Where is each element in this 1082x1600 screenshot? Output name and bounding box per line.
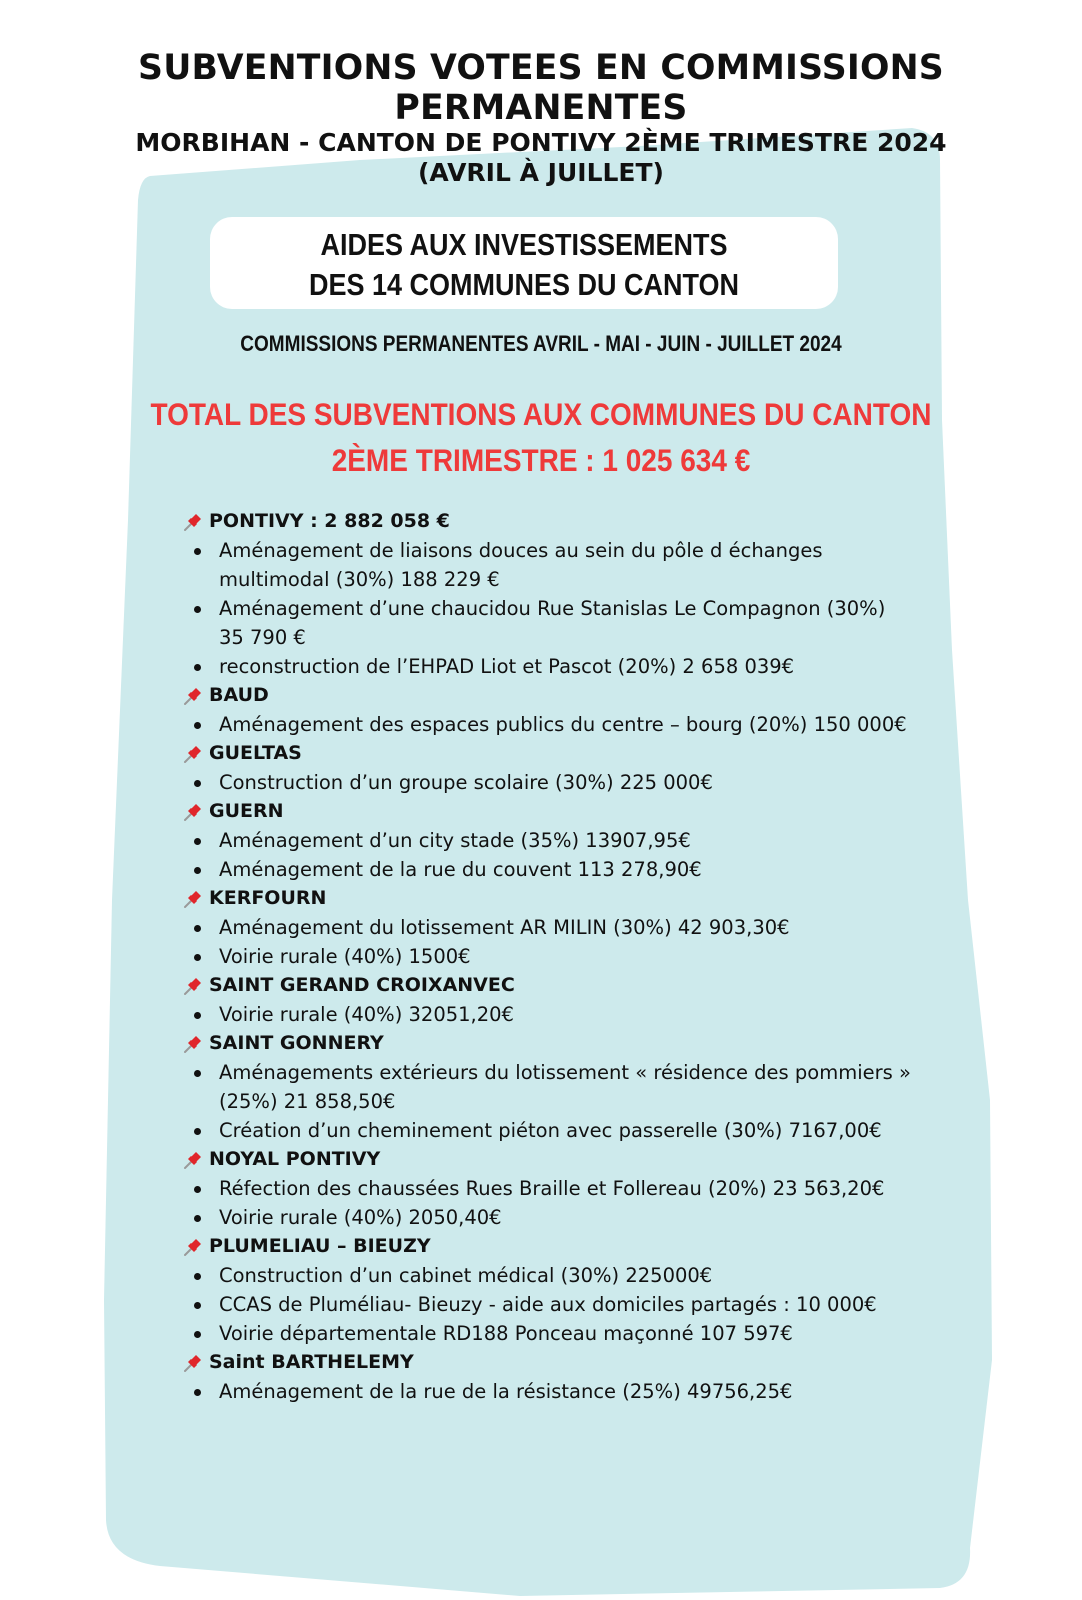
commune-block <box>182 884 922 971</box>
total-line-1: TOTAL DES SUBVENTIONS AUX COMMUNES DU CANTON <box>150 397 932 432</box>
commune-heading <box>182 797 922 826</box>
subvention-item <box>182 594 922 652</box>
subvention-item <box>182 652 922 681</box>
subvention-text: Aménagement de la rue du couvent 113 278,90€ <box>219 858 702 881</box>
bullet-icon <box>194 838 201 845</box>
subvention-item <box>182 1116 922 1145</box>
pushpin-icon <box>182 1149 204 1171</box>
commune-name: SAINT GONNERY <box>209 1032 384 1054</box>
subvention-item <box>182 1319 922 1348</box>
bullet-icon <box>194 1273 201 1280</box>
document-subtitle: MORBIHAN - CANTON DE PONTIVY 2ÈME TRIMESTRE 2024 <box>135 128 947 157</box>
subvention-text: Voirie rurale (40%) 2050,40€ <box>219 1206 502 1229</box>
total-line-2: 2ÈME TRIMESTRE : 1 025 634 € <box>331 443 751 478</box>
subvention-item <box>182 1261 922 1290</box>
bullet-icon <box>194 1186 201 1193</box>
subvention-text: Aménagement de la rue de la résistance (25%) 49756,25€ <box>219 1380 793 1403</box>
bullet-icon <box>194 1070 201 1077</box>
total-subventions <box>0 392 1082 484</box>
bullet-icon <box>194 1012 201 1019</box>
section-title-box <box>210 217 838 309</box>
pushpin-icon <box>182 511 204 533</box>
subvention-text: Construction d’un groupe scolaire (30%) 225 000€ <box>219 771 713 794</box>
commune-block <box>182 507 922 681</box>
subvention-text: Réfection des chaussées Rues Braille et Follereau (20%) 23 563,20€ <box>219 1177 885 1200</box>
subvention-text: Aménagement d’un city stade (35%) 13907,95€ <box>219 829 691 852</box>
commune-block <box>182 1232 922 1348</box>
subvention-text: Construction d’un cabinet médical (30%) 225000€ <box>219 1264 713 1287</box>
subvention-list <box>182 826 922 884</box>
commune-list <box>182 507 922 1406</box>
bullet-icon <box>194 1215 201 1222</box>
bullet-icon <box>194 664 201 671</box>
subvention-list <box>182 1058 922 1145</box>
commune-name: KERFOURN <box>209 887 327 909</box>
commune-heading <box>182 1145 922 1174</box>
subvention-list <box>182 1377 922 1406</box>
subvention-text: CCAS de Pluméliau- Bieuzy - aide aux domiciles partagés : 10 000€ <box>219 1293 877 1316</box>
subvention-item <box>182 855 922 884</box>
subvention-text: Aménagement d’une chaucidou Rue Stanislas Le Compagnon (30%) 35 790 € <box>219 597 886 649</box>
pushpin-icon <box>182 1033 204 1055</box>
commune-name: GUELTAS <box>209 742 302 764</box>
pushpin-icon <box>182 743 204 765</box>
commune-block <box>182 1029 922 1145</box>
bullet-icon <box>194 1331 201 1338</box>
subvention-item <box>182 1058 922 1116</box>
subvention-list <box>182 768 922 797</box>
subvention-list <box>182 1000 922 1029</box>
bullet-icon <box>194 867 201 874</box>
subvention-item <box>182 942 922 971</box>
subvention-item <box>182 1000 922 1029</box>
commune-block <box>182 681 922 739</box>
subvention-list <box>182 536 922 681</box>
bullet-icon <box>194 606 201 613</box>
commune-heading <box>182 1348 922 1377</box>
commune-heading <box>182 884 922 913</box>
subvention-text: Voirie rurale (40%) 32051,20€ <box>219 1003 514 1026</box>
subvention-item <box>182 710 922 739</box>
subvention-item <box>182 913 922 942</box>
pushpin-icon <box>182 801 204 823</box>
commune-name: BAUD <box>209 684 269 706</box>
pushpin-icon <box>182 1236 204 1258</box>
commune-block <box>182 1348 922 1406</box>
pushpin-icon <box>182 1352 204 1374</box>
commune-block <box>182 1145 922 1232</box>
subvention-text: Voirie rurale (40%) 1500€ <box>219 945 471 968</box>
section-title-line-2: DES 14 COMMUNES DU CANTON <box>308 268 740 302</box>
commune-block <box>182 797 922 884</box>
subvention-item <box>182 768 922 797</box>
subvention-item <box>182 536 922 594</box>
commune-block <box>182 739 922 797</box>
commune-heading <box>182 1029 922 1058</box>
subvention-list <box>182 913 922 971</box>
commune-name: PLUMELIAU – BIEUZY <box>209 1235 431 1257</box>
subvention-list <box>182 1261 922 1348</box>
subvention-text: Aménagement de liaisons douces au sein du pôle d échanges multimodal (30%) 188 229 € <box>219 539 823 591</box>
commune-name: Saint BARTHELEMY <box>209 1351 414 1373</box>
subvention-text: Aménagement des espaces publics du centre – bourg (20%) 150 000€ <box>219 713 907 736</box>
subvention-list <box>182 1174 922 1232</box>
pushpin-icon <box>182 685 204 707</box>
subvention-item <box>182 826 922 855</box>
bullet-icon <box>194 548 201 555</box>
document-header <box>0 48 1082 188</box>
commune-name: NOYAL PONTIVY <box>209 1148 381 1170</box>
commune-heading <box>182 971 922 1000</box>
bullet-icon <box>194 722 201 729</box>
bullet-icon <box>194 925 201 932</box>
subvention-item <box>182 1290 922 1319</box>
pushpin-icon <box>182 975 204 997</box>
commissions-dates: COMMISSIONS PERMANENTES AVRIL - MAI - JUIN - JUILLET 2024 <box>240 332 842 357</box>
bullet-icon <box>194 780 201 787</box>
bullet-icon <box>194 1302 201 1309</box>
commune-name: GUERN <box>209 800 284 822</box>
subvention-item <box>182 1377 922 1406</box>
pushpin-icon <box>182 888 204 910</box>
commune-heading <box>182 1232 922 1261</box>
subvention-text: Voirie départementale RD188 Ponceau maçonné 107 597€ <box>219 1322 793 1345</box>
document-period: (AVRIL À JUILLET) <box>418 158 664 187</box>
subvention-list <box>182 710 922 739</box>
subvention-text: Aménagements extérieurs du lotissement « résidence des pommiers » (25%) 21 858,50€ <box>219 1061 911 1113</box>
subvention-text: Aménagement du lotissement AR MILIN (30%) 42 903,30€ <box>219 916 790 939</box>
bullet-icon <box>194 1389 201 1396</box>
subvention-item <box>182 1203 922 1232</box>
commune-block <box>182 971 922 1029</box>
commune-name: SAINT GERAND CROIXANVEC <box>209 974 515 996</box>
commune-heading <box>182 739 922 768</box>
commune-name: PONTIVY : 2 882 058 € <box>209 510 450 532</box>
section-title-line-1: AIDES AUX INVESTISSEMENTS <box>320 228 728 262</box>
bullet-icon <box>194 954 201 961</box>
commune-heading <box>182 507 922 536</box>
commune-heading <box>182 681 922 710</box>
subvention-text: reconstruction de l’EHPAD Liot et Pascot (20%) 2 658 039€ <box>219 655 795 678</box>
subvention-item <box>182 1174 922 1203</box>
bullet-icon <box>194 1128 201 1135</box>
subvention-text: Création d’un cheminement piéton avec passerelle (30%) 7167,00€ <box>219 1119 882 1142</box>
document-title: SUBVENTIONS VOTEES EN COMMISSIONS PERMANENTES <box>138 48 944 128</box>
